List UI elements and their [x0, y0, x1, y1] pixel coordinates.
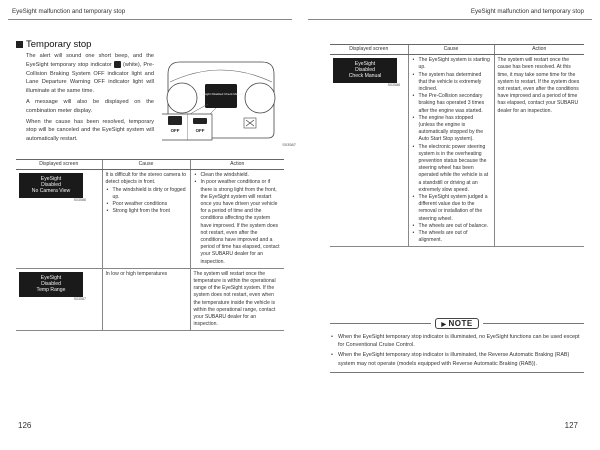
header-displayed-screen: Displayed screen	[330, 45, 408, 55]
screen-cell	[330, 55, 408, 247]
list-item: • The EyeSight system is starting up.	[419, 57, 491, 71]
list-item: • The electronic power steering system is in the overheating prevention status because the steering wheel has been operated while the vehicle is at a standstill or driving at an extremely slow speed.	[419, 144, 491, 194]
page-number: 127	[564, 421, 578, 430]
cause-cell	[102, 170, 190, 269]
screen-code: S03586	[73, 198, 86, 203]
intro-paragraph-1	[26, 52, 154, 96]
screen-cell	[16, 170, 102, 269]
intro-text-part: The alert will sound one short beep, and the EyeSight temporary stop indicator	[26, 53, 154, 68]
list-item: • The Pre-Collision secondary braking has operated 3 times after the engine was started.	[419, 93, 491, 115]
table-header-row	[330, 45, 584, 55]
action-text: The system will restart once the temperature is within the operational range of the EyeSight system. If the system does not restart, even when the temperature inside the vehicle is within the operational range, contact your SUBARU dealer for an inspection.	[193, 270, 276, 328]
header-cause: Cause	[102, 160, 190, 170]
figure-lamp-label-1: OFF	[170, 128, 180, 133]
header-rule	[308, 19, 592, 20]
list-item: • The system has determined that the vehicle is extremely inclined.	[419, 72, 491, 94]
note-rule	[330, 323, 431, 324]
note-bottom-rule	[330, 372, 584, 373]
header-rule	[8, 19, 292, 20]
note-triangle-icon: ▶	[441, 322, 447, 328]
running-head: EyeSight malfunction and temporary stop	[470, 8, 584, 15]
intro-paragraph-2: A message will also be displayed on the combination meter display.	[26, 98, 154, 114]
header-cause: Cause	[408, 45, 494, 55]
action-cell	[494, 55, 584, 247]
table-row	[16, 268, 284, 331]
running-head: EyeSight malfunction and temporary stop	[12, 8, 126, 15]
figure-screen-text: EyeSight Disabled Check Manual	[198, 92, 244, 96]
list-item: • When the EyeSight temporary stop indicator is illuminated, the Reverse Automatic Braking (RAB) system may not operate (models equipped with Reverse Automatic Braking (RAB)).	[338, 351, 584, 367]
meter-screen-display	[333, 58, 400, 88]
action-text: The system will restart once the cause has been resolved. At this time, it may take some time for the system to restart. If the system does not restart, even after the conditions have improved and a period of time has elapsed, contact your SUBARU dealer for an inspection.	[497, 57, 580, 114]
cause-intro: It is difficult for the stereo camera to detect objects in front.	[105, 172, 187, 186]
section-title	[16, 39, 91, 50]
intro-text-part: (white), Pre-Collision Braking System OFF indicator light and Lane Departure Warning OFF indicator light will illuminate at the same time.	[26, 61, 155, 95]
section-title-text: Temporary stop	[26, 39, 92, 50]
screen-text: EyeSight Disabled Temp Range	[36, 274, 66, 293]
figure-code: S03587	[282, 142, 296, 147]
header-action: Action	[190, 160, 284, 170]
intro-text	[26, 52, 154, 146]
list-item: • In poor weather conditions or if there is strong light from the front, the EyeSight system will restart once you have driven your vehicle for a period of time and the conditions affecting the system have improved. If the system does not restart, even after the conditions have improved and a period of time has elapsed, contact your SUBARU dealer for an inspection.	[201, 179, 282, 265]
cause-intro: In low or high temperatures	[105, 270, 168, 277]
list-item: • Poor weather conditions	[113, 201, 187, 208]
note-box	[330, 318, 584, 373]
list-item: • The EyeSight system judged a different value due to the removal or installation of the steering wheel.	[419, 194, 491, 223]
header-action: Action	[494, 45, 584, 55]
temporary-stop-indicator-icon	[114, 61, 121, 68]
action-list	[194, 172, 282, 266]
meter-screen-display	[19, 173, 86, 203]
list-item: • The engine has stopped (unless the engine is automatically stopped by the Auto Start Stop system).	[419, 115, 491, 144]
page-number: 126	[18, 421, 32, 430]
table-header-row	[16, 160, 284, 170]
screen-text: EyeSight Disabled Check Manual	[348, 61, 382, 80]
list-item: • The wheels are out of balance.	[419, 223, 491, 230]
screen-text: EyeSight Disabled No Camera View	[31, 176, 71, 195]
list-item: • The windshield is dirty or fogged up.	[113, 187, 187, 201]
screen-cell	[16, 268, 102, 331]
note-label	[435, 318, 478, 329]
list-item: • Clean the windshield.	[201, 172, 282, 179]
list-item: • Strong light from the front	[113, 208, 187, 215]
right-cause-table	[330, 44, 584, 247]
note-list	[330, 333, 584, 368]
table-row	[330, 55, 584, 247]
screen-code: S03587	[73, 296, 86, 301]
list-item: • The wheels are out of alignment.	[419, 230, 491, 244]
note-rule	[483, 323, 584, 324]
combination-meter-illustration	[160, 52, 282, 142]
screen-code: S03588	[387, 83, 400, 88]
cause-list	[412, 57, 491, 244]
cause-cell	[102, 268, 190, 331]
figure-lamp-label-2: OFF	[195, 128, 205, 133]
note-label-text: NOTE	[448, 319, 473, 328]
meter-screen-display	[19, 272, 86, 301]
header-displayed-screen: Displayed screen	[16, 160, 102, 170]
left-cause-table	[16, 159, 284, 331]
action-cell	[190, 170, 284, 269]
section-marker-icon	[16, 41, 23, 48]
table-row	[16, 170, 284, 269]
list-item: • When the EyeSight temporary stop indicator is illuminated, no EyeSight functions can be used except for Conventional Cruise Control.	[338, 333, 584, 349]
cause-cell	[408, 55, 494, 247]
note-header	[330, 318, 584, 329]
cause-list	[106, 187, 187, 216]
action-cell	[190, 268, 284, 331]
intro-paragraph-3: When the cause has been resolved, temporary stop will be canceled and the EyeSight system will automatically restart.	[26, 118, 154, 143]
